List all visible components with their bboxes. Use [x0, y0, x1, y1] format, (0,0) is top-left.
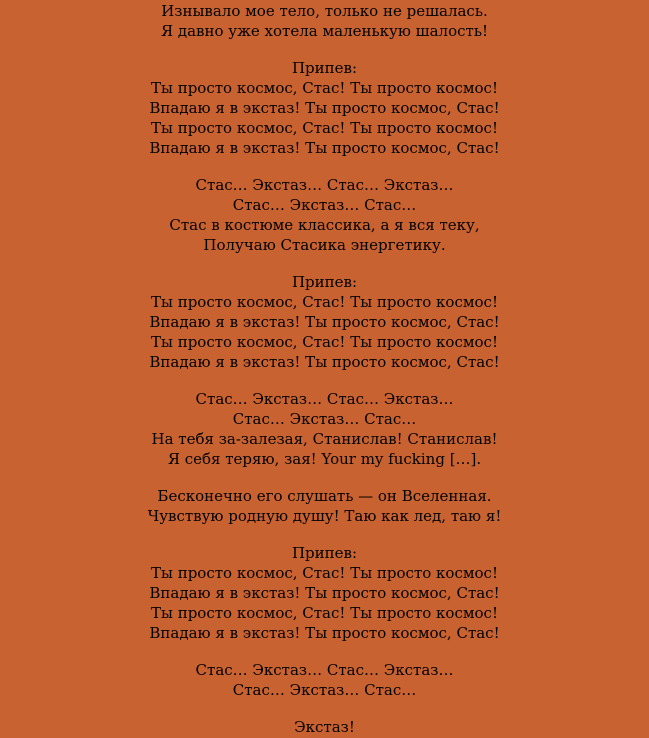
lyric-line: Стас… Экстаз… Стас… Экстаз…	[195, 661, 454, 679]
lyric-line: Стас… Экстаз… Стас…	[232, 410, 417, 428]
lyric-line: Впадаю я в экстаз! Ты просто космос, Стас!	[149, 99, 500, 117]
lyrics-text	[0, 1, 649, 738]
lyric-line: Впадаю я в экстаз! Ты просто космос, Стас!	[149, 584, 500, 602]
lyric-line: Я давно уже хотела маленькую шалость!	[160, 22, 489, 40]
stanza	[0, 175, 649, 255]
stanza	[0, 389, 649, 469]
lyric-line: Ты просто космос, Стас! Ты просто космос!	[151, 564, 498, 582]
stanza	[0, 717, 649, 737]
stanza	[0, 58, 649, 158]
lyric-line: Стас в костюме классика, а я вся теку,	[169, 216, 480, 234]
lyric-line: Впадаю я в экстаз! Ты просто космос, Стас!	[149, 139, 500, 157]
lyric-line: Чувствую родную душу! Таю как лед, таю я!	[147, 507, 502, 525]
stanza	[0, 543, 649, 643]
stanza	[0, 486, 649, 526]
lyric-line: Припев:	[291, 273, 358, 291]
lyric-line: На тебя за-залезая, Станислав! Станислав!	[151, 430, 498, 448]
lyric-line: Ты просто космос, Стас! Ты просто космос!	[151, 79, 498, 97]
lyric-line: Впадаю я в экстаз! Ты просто космос, Стас!	[149, 313, 500, 331]
lyric-line: Ты просто космос, Стас! Ты просто космос!	[151, 333, 498, 351]
lyric-line: Стас… Экстаз… Стас… Экстаз…	[195, 176, 454, 194]
lyric-line: Стас… Экстаз… Стас…	[232, 681, 417, 699]
lyric-line: Ты просто космос, Стас! Ты просто космос!	[151, 604, 498, 622]
lyric-line: Я себя теряю, зая! Your my fucking […].	[167, 450, 482, 468]
lyric-line: Ты просто космос, Стас! Ты просто космос!	[151, 293, 498, 311]
lyric-line: Припев:	[291, 59, 358, 77]
lyric-line: Бесконечно его слушать — он Вселенная.	[157, 487, 492, 505]
stanza	[0, 272, 649, 372]
stanza	[0, 660, 649, 700]
lyric-line: Получаю Стасика энергетику.	[203, 236, 446, 254]
lyric-line: Припев:	[291, 544, 358, 562]
lyric-line: Изнывало мое тело, только не решалась.	[161, 2, 488, 20]
stanza	[0, 1, 649, 41]
lyric-line: Впадаю я в экстаз! Ты просто космос, Стас!	[149, 624, 500, 642]
lyric-line: Ты просто космос, Стас! Ты просто космос!	[151, 119, 498, 137]
lyric-line: Впадаю я в экстаз! Ты просто космос, Стас!	[149, 353, 500, 371]
lyric-line: Экстаз!	[294, 718, 355, 736]
lyric-line: Стас… Экстаз… Стас… Экстаз…	[195, 390, 454, 408]
lyric-line: Стас… Экстаз… Стас…	[232, 196, 417, 214]
